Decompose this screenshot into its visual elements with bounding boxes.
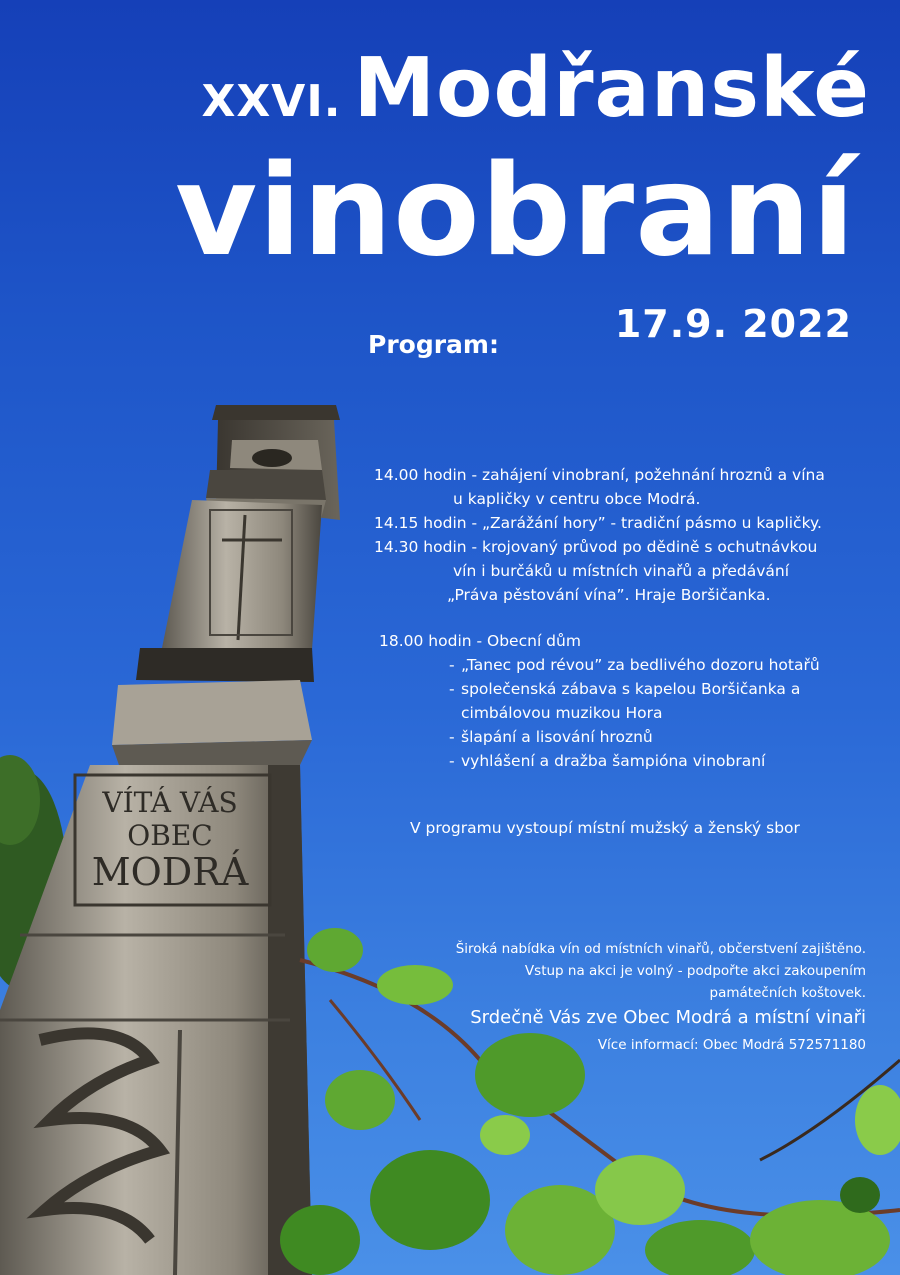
carving-line-3: MODRÁ: [91, 850, 249, 894]
program-item-1400: 14.00 hodin - zahájení vinobraní, požehnání hroznů a vína: [374, 466, 825, 484]
program-subitem-1: - „Tanec pod révou” za bedlivého dozoru hotařů: [449, 656, 820, 674]
footer-line-3: památečních koštovek.: [709, 985, 866, 1001]
event-title-vinobrani: vinobraní: [175, 137, 856, 284]
program-heading: Program:: [368, 330, 499, 359]
program-subitem-2-cont: cimbálovou muzikou Hora: [461, 704, 663, 722]
footer-contact: Více informací: Obec Modrá 572571180: [597, 1037, 866, 1053]
subitem-text: „Tanec pod révou” za bedlivého dozoru hotařů: [461, 656, 820, 674]
program-item-1430: 14.30 hodin - krojovaný průvod po dědině s ochutnávkou: [374, 538, 818, 556]
footer-line-1: Široká nabídka vín od místních vinařů, občerstvení zajištěno.: [455, 941, 866, 957]
footer-invite: Srdečně Vás zve Obec Modrá a místní vinaři: [470, 1007, 866, 1028]
program-item-1430-cont-1: vín i burčáků u místních vinařů a předávání: [453, 562, 790, 580]
pole-upper-shaft: [162, 500, 322, 650]
subitem-text: vyhlášení a dražba šampióna vinobraní: [461, 752, 766, 770]
program-item-1400-cont: u kapličky v centru obce Modrá.: [453, 490, 701, 508]
program-item-1430-cont-2: „Práva pěstování vína”. Hraje Boršičanka.: [447, 586, 771, 604]
program-subitem-2: - společenská zábava s kapelou Boršičanka a: [449, 680, 801, 698]
program-item-1415: 14.15 hodin - „Zarážání hory” - tradiční pásmo u kapličky.: [374, 514, 822, 532]
pole-ledge: [112, 648, 314, 768]
edition-number: XXVI.: [201, 76, 342, 127]
event-title-line-1: [201, 41, 870, 136]
event-date: 17.9. 2022: [614, 302, 852, 346]
subitem-text: šlapání a lisování hroznů: [461, 728, 653, 746]
program-subitem-4: - vyhlášení a dražba šampióna vinobraní: [449, 752, 766, 770]
carving-line-2: OBEC: [127, 819, 213, 852]
program-subitem-3: - šlapání a lisování hroznů: [449, 728, 653, 746]
program-item-1800: 18.00 hodin - Obecní dům: [379, 632, 581, 650]
subitem-text: společenská zábava s kapelou Boršičanka a: [461, 680, 801, 698]
carving-line-1: VÍTÁ VÁS: [102, 786, 238, 819]
footer-line-2: Vstup na akci je volný - podpořte akci zakoupením: [524, 963, 866, 979]
title-modranske: Modřanské: [353, 41, 870, 136]
choir-note: V programu vystoupí místní mužský a ženský sbor: [410, 819, 800, 837]
